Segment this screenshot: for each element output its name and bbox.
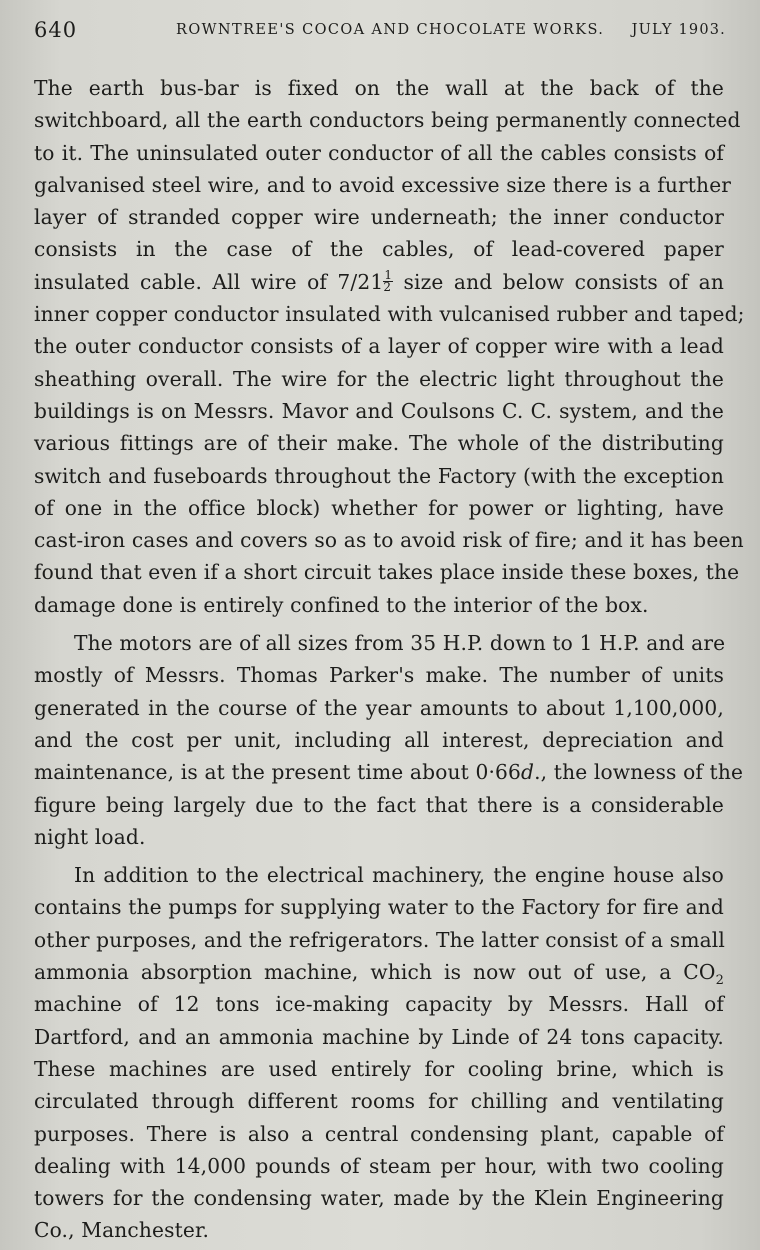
- text-line: and the cost per unit, including all interest, depreciation and: [34, 727, 724, 752]
- text-segment: maintenance, is at the present time about 0·66: [34, 760, 522, 785]
- text-line: purposes. There is also a central condensing plant, capable of: [34, 1121, 724, 1146]
- text-line: damage done is entirely confined to the interior of the box.: [34, 592, 649, 617]
- italic-text: d: [521, 760, 535, 785]
- text-segment: size and below consists of an: [393, 269, 724, 294]
- paragraph: [34, 627, 744, 853]
- text-line: layer of stranded copper wire underneath; the inner conductor: [34, 205, 724, 230]
- text-line: night load.: [34, 824, 146, 849]
- page-number: 640: [34, 18, 78, 42]
- text-line: Dartford, and an ammonia machine by Linde of 24 tons capacity.: [34, 1024, 724, 1049]
- text-line: found that even if a short circuit takes place inside these boxes, the: [34, 560, 740, 585]
- page-header: [34, 18, 726, 46]
- text-line: inner copper conductor insulated with vulcanised rubber and taped;: [34, 302, 745, 327]
- text-line: The earth bus-bar is fixed on the wall at the back of the: [34, 76, 724, 100]
- fraction: [383, 267, 393, 294]
- text-line: circulated through different rooms for chilling and ventilating: [34, 1089, 724, 1114]
- text-line: of one in the office block) whether for power or lighting, have: [34, 495, 724, 520]
- body-text: [34, 72, 745, 1247]
- subscript: 2: [715, 973, 724, 989]
- text-line: The motors are of all sizes from 35 H.P. down to 1 H.P. and are: [74, 631, 726, 656]
- text-line: sheathing overall. The wire for the electric light throughout the: [34, 366, 724, 391]
- text-line: to it. The uninsulated outer conductor of all the cables consists of: [34, 140, 724, 165]
- text-line: [34, 266, 724, 298]
- text-line: mostly of Messrs. Thomas Parker's make. The number of units: [34, 663, 724, 688]
- text-line: towers for the condensing water, made by the Klein Engineering: [34, 1186, 724, 1211]
- text-line: other purposes, and the refrigerators. The latter consist of a small: [34, 927, 726, 952]
- text-line: machine of 12 tons ice-making capacity by Messrs. Hall of: [34, 992, 724, 1017]
- text-line: various fittings are of their make. The whole of the distributing: [34, 431, 724, 456]
- text-line: cast-iron cases and covers so as to avoid risk of fire; and it has been: [34, 528, 744, 553]
- text-line: figure being largely due to the fact that there is a considerable: [34, 792, 724, 817]
- text-line: buildings is on Messrs. Mavor and Coulsons C. C. system, and the: [34, 398, 724, 423]
- text-line: [34, 956, 724, 988]
- text-line: dealing with 14,000 pounds of steam per hour, with two cooling: [34, 1153, 724, 1178]
- text-line: contains the pumps for supplying water to the Factory for fire and: [34, 895, 724, 920]
- text-line: consists in the case of the cables, of lead-covered paper: [34, 237, 724, 262]
- text-line: Co., Manchester.: [34, 1218, 210, 1243]
- text-line: generated in the course of the year amounts to about 1,100,000,: [34, 695, 724, 720]
- paragraph: [34, 72, 745, 621]
- text-segment: ., the lowness of the: [534, 760, 744, 785]
- text-segment: ammonia absorption machine, which is now out of use, a CO: [34, 960, 716, 985]
- text-segment: insulated cable. All wire of 7/21: [34, 269, 384, 294]
- text-line: galvanised steel wire, and to avoid excessive size there is a further: [34, 172, 732, 197]
- text-line: In addition to the electrical machinery, the engine house also: [74, 863, 724, 888]
- running-title: ROWNTREE'S COCOA AND CHOCOLATE WORKS.: [176, 22, 605, 38]
- fraction-numerator: 1: [384, 267, 393, 282]
- text-line: switchboard, all the earth conductors being permanently connected: [34, 108, 741, 133]
- fraction-denominator: 2: [383, 279, 392, 294]
- paragraph: [34, 859, 724, 1247]
- header-date: JULY 1903.: [631, 22, 726, 38]
- text-line: These machines are used entirely for cooling brine, which is: [34, 1056, 724, 1081]
- text-line: the outer conductor consists of a layer of copper wire with a lead: [34, 334, 724, 359]
- text-line: switch and fuseboards throughout the Factory (with the exception: [34, 463, 724, 488]
- text-line: [34, 756, 744, 788]
